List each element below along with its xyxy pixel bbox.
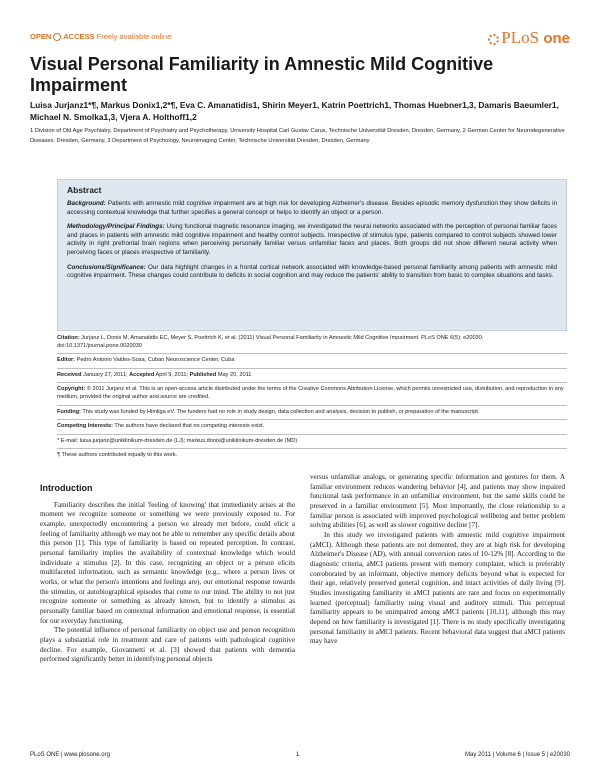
copyright <box>57 386 567 401</box>
divider <box>57 405 567 406</box>
footer-journal: PLoS ONE | www.plosone.org <box>30 752 110 758</box>
email-note: * E-mail: luisa.jurjanz@uniklinikum-dresden.de (LJ); markus.donix@uniklinikum-dresden.de (MD) <box>57 437 298 444</box>
editor <box>57 357 567 365</box>
plos-burst-icon <box>488 34 499 45</box>
intro-paragraph-2: The potential influence of personal familiarity on object use and person recognition plays a substantial role in treatment and care of patients with pathological cognitive decline. For example, Giovannetti et al. [3] showed that patients with dementia performed significantly better in identifying personal objects <box>40 626 295 664</box>
page-number: 1 <box>296 752 300 758</box>
citation-label: Citation: <box>57 335 80 341</box>
competing-interests <box>57 423 567 431</box>
divider <box>57 434 567 435</box>
published-date: May 20, 2011 <box>216 371 252 378</box>
abstract-box <box>57 179 567 331</box>
intro-paragraph-3: versus unfamiliar analogs, or generating specific information and gestures for them. A familiar environment reduces wandering behavior [4], and patients may show impaired functional task performance in an unfamiliar environment, but the same skills could be preserved in a familiar environment [5]. Most importantly, the close relationship to a familiar person is associated with improved psychological wellbeing and better problem solving abilities [6], as well as slower cognitive decline [7]. <box>310 473 565 530</box>
copyright-label: Copyright: <box>57 386 86 393</box>
received-date: January 27, 2011; <box>81 371 130 378</box>
freely-available-label: Freely available online <box>96 32 172 41</box>
copyright-text: © 2011 Jurjanz et al. This is an open-access article distributed under the terms of the Creative Commons Attribution License, which permits unrestricted use, distribution, and reproduction in any medium, provided the original author and source are credited. <box>57 386 564 400</box>
competing-text: The authors have declared that no competing interests exist. <box>112 423 265 430</box>
logo-one: one <box>543 30 570 47</box>
methods-text: Using functional magnetic resonance imaging, we investigated the neural networks associated with the perception of personal familiar faces and places in patients with amnestic mild cognitive impairment and healthy control subjects. Irrespective of stimulus type, patients compared to control subjects showed lower activity in right prefrontal brain regions when perceiving personally familiar versus unfamiliar faces and places. Both groups did not show different neural activity when perceiving faces or places irrespective of familiarity. <box>67 223 557 256</box>
logo-plos: PLoS <box>501 28 540 47</box>
article-metadata <box>57 335 567 463</box>
open-access-lock-icon <box>53 33 61 41</box>
citation <box>57 335 567 350</box>
conclusions-label: Conclusions/Significance: <box>67 263 146 271</box>
editor-label: Editor: <box>57 357 76 364</box>
introduction-heading: Introduction <box>40 483 93 493</box>
abstract-heading: Abstract <box>67 185 102 195</box>
funding <box>57 409 567 417</box>
open-access-badge <box>30 32 171 41</box>
article-title: Visual Personal Familiarity in Amnestic Mild Cognitive Impairment <box>30 54 494 95</box>
divider <box>57 353 567 354</box>
accepted-label: Accepted <box>129 371 155 378</box>
affiliations: 1 Division of Old Age Psychiatry, Department of Psychiatry and Psychotherapy, University Hospital Carl Gustav Carus, Technische Universität Dresden, Dresden, Germany, 2 German Center for Neurodegenerative Diseases, Dresden, Germany, 3 Department of Psychology, Neuroimaging Center, Technische Universität Dresden, Dresden, Germany <box>30 128 565 144</box>
abstract-conclusions <box>67 264 557 281</box>
author-list: Luisa Jurjanz1*¶, Markus Donix1,2*¶, Eva C. Amanatidis1, Shirin Meyer1, Katrin Poettrich1, Thomas Huebner1,3, Damaris Baeumler1, Michael N. Smolka1,3, Vjera A. Holthoff1,2 <box>30 100 559 122</box>
footer-issue: May 2011 | Volume 6 | Issue 5 | e20030 <box>465 752 570 758</box>
divider <box>57 448 567 449</box>
equal-contribution-note: ¶ These authors contributed equally to this work. <box>57 452 178 459</box>
citation-text: Jurjanz L, Donix M, Amanatidis EC, Meyer S, Poettrich K, et al. (2011) Visual Personal Familiarity in Amnestic Mild Cognitive Impairment. PLoS ONE 6(5): e20030. doi:10.1371/journal.pone.0020030 <box>57 335 484 349</box>
received-label: Received <box>57 371 82 378</box>
divider <box>57 382 567 383</box>
divider <box>57 368 567 369</box>
abstract-methods <box>67 223 557 257</box>
intro-paragraph-1: Familiarity describes the initial 'feeling of knowing' that immediately arises at the moment we recognize someone or something we were previously exposed to. For example, unexpectedly encountering a person we already met before, could elicit a feeling of familiarity although we may not be able to remember any specific details about this person [1]. This type of familiarity is based on repeated perception. In contrast, personal familiarity implies the availability of contextual knowledge which would individuate a stimulus [2]. In this case, recognizing an object or a person elicits multifaceted information, such as semantic knowledge (e.g., where a person lives or works, or what the person's intentions and feelings are), our emotional response towards the stimulus, or autobiographical episodes that come to our mind. The ability to not just recognize someone or something as already known, but to identify a stimulus as personally familiar based on contextual information and emotional response, is essential for our everyday functioning. <box>40 500 295 625</box>
background-text: Patients with amnestic mild cognitive impairment are at high risk for developing Alzheimer's disease. Besides episodic memory dysfunction they show deficits in accessing contextual knowledge that further specifies a general concept or helps to identify an object or a person. <box>67 200 557 216</box>
competing-label: Competing Interests: <box>57 423 113 430</box>
open-label: OPEN <box>30 32 52 41</box>
journal-header <box>30 30 570 52</box>
divider <box>57 419 567 420</box>
column-left <box>40 484 295 665</box>
funding-label: Funding: <box>57 408 81 415</box>
dates <box>57 372 567 380</box>
accepted-date: April 9, 2011; <box>154 371 190 378</box>
intro-paragraph-4: In this study we investigated patients with amnestic mild cognitive impairment (aMCI). Although these patients are not demented, they are at high risk for developing Alzheimer's Disease (AD), with annual conversion rates of 10-12% [8]. According to the diagnostic criteria, aMCI patients present with memory complaint, which is preferably corroborated by an informant, objective memory deficits beyond what is expected for their age, relatively preserved general cognition, and intact activities of daily living [9]. Studies investigating familiarity in aMCI patients are rare and focus on experimentally learned (perceptual) familiarity using visual and auditory stimuli. This perceptual familiarity appears to be unimpaired among aMCI patients [10,11], although this may depend on how familiarity is investigated [1]. There is no study specifically investigating personal familiarity in aMCI patients. Recent behavioral data suggest that aMCI patients may have <box>310 530 565 646</box>
plos-one-logo <box>488 28 570 48</box>
conclusions-text: Our data highlight changes in a frontal cortical network associated with knowledge-based personal familiarity among patients with amnestic mild cognitive impairment. These changes could contribute to deficits in social cognition and may reduce the patients' ability to transition from basic to complex situations and tasks. <box>67 263 557 280</box>
funding-text: This study was funded by Himliga eV. The funders had no role in study design, data collection and analysis, decision to publish, or preparation of the manuscript. <box>80 408 480 415</box>
access-label: ACCESS <box>63 32 95 41</box>
methods-label: Methodology/Principal Findings: <box>67 223 165 231</box>
editor-text: Pedro Antonio Valdes-Sosa, Cuban Neuroscience Center, Cuba <box>75 357 235 364</box>
abstract-background <box>67 200 557 217</box>
column-right <box>310 473 565 647</box>
published-label: Published <box>189 371 217 378</box>
background-label: Background: <box>67 200 106 207</box>
